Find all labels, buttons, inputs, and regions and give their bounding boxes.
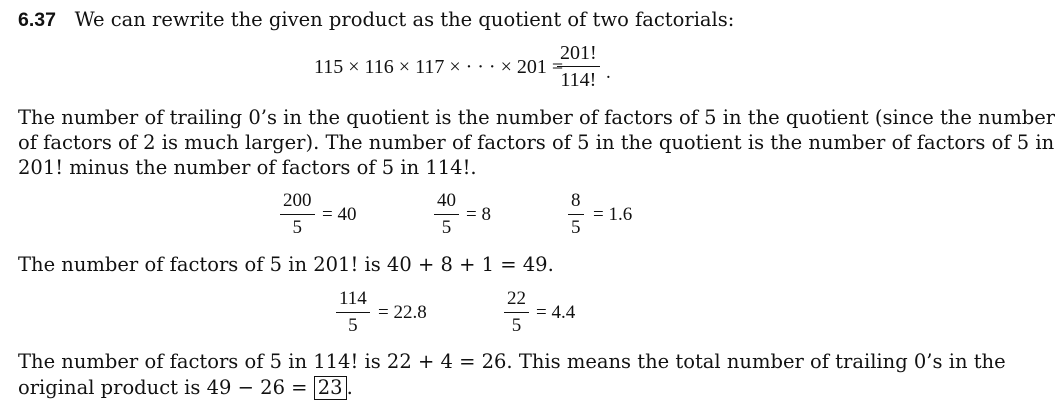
conclusion-line-1: The number of factors of 5 in 114! is 22 + 4 = 26. This means the total number of trailing 0’s in the [18, 350, 1006, 373]
division-fraction [336, 288, 370, 337]
division-denominator: 5 [441, 217, 452, 238]
paragraph-line-2: of factors of 2 is much larger). The number of factors of 5 in the quotient is the number of factors of 5 in [18, 131, 1055, 154]
division-fraction [568, 190, 584, 239]
result-201-text: The number of factors of 5 in 201! is 40 + 8 + 1 = 49. [18, 253, 554, 276]
division-numerator: 22 [504, 288, 529, 313]
division-numerator: 8 [568, 190, 584, 215]
division-result: = 22.8 [378, 302, 427, 323]
division-fraction [504, 288, 529, 337]
division-numerator: 114 [336, 288, 370, 313]
paragraph-line-3: 201! minus the number of factors of 5 in 114!. [18, 156, 477, 179]
quotient-denominator: 114! [560, 69, 597, 91]
division-denominator: 5 [511, 315, 522, 336]
boxed-answer: 23 [314, 376, 347, 400]
intro-text: We can rewrite the given product as the quotient of two factorials: [74, 8, 735, 31]
paragraph-line-1: The number of trailing 0’s in the quotient is the number of factors of 5 in the quotient (since the number [18, 106, 1055, 129]
division-result: = 40 [322, 204, 357, 225]
conclusion-line-2 [18, 376, 353, 400]
equation-period: . [606, 62, 611, 83]
division-result: = 4.4 [536, 302, 576, 323]
division-denominator: 5 [292, 217, 302, 238]
problem-heading [18, 8, 734, 32]
division-fraction [280, 190, 315, 239]
conclusion-text: original product is 49 − 26 = [18, 376, 308, 399]
problem-number: 6.37 [18, 9, 56, 31]
product-expression: 115 × 116 × 117 × · · · × 201 = [314, 56, 564, 78]
division-denominator: 5 [571, 217, 581, 238]
division-fraction [434, 190, 459, 239]
answer-period: . [346, 376, 353, 399]
division-denominator: 5 [348, 315, 358, 336]
factorial-quotient [557, 42, 600, 91]
quotient-numerator: 201! [557, 42, 600, 67]
division-result: = 8 [466, 204, 491, 225]
division-numerator: 40 [434, 190, 459, 215]
division-result: = 1.6 [593, 204, 633, 225]
division-numerator: 200 [280, 190, 315, 215]
